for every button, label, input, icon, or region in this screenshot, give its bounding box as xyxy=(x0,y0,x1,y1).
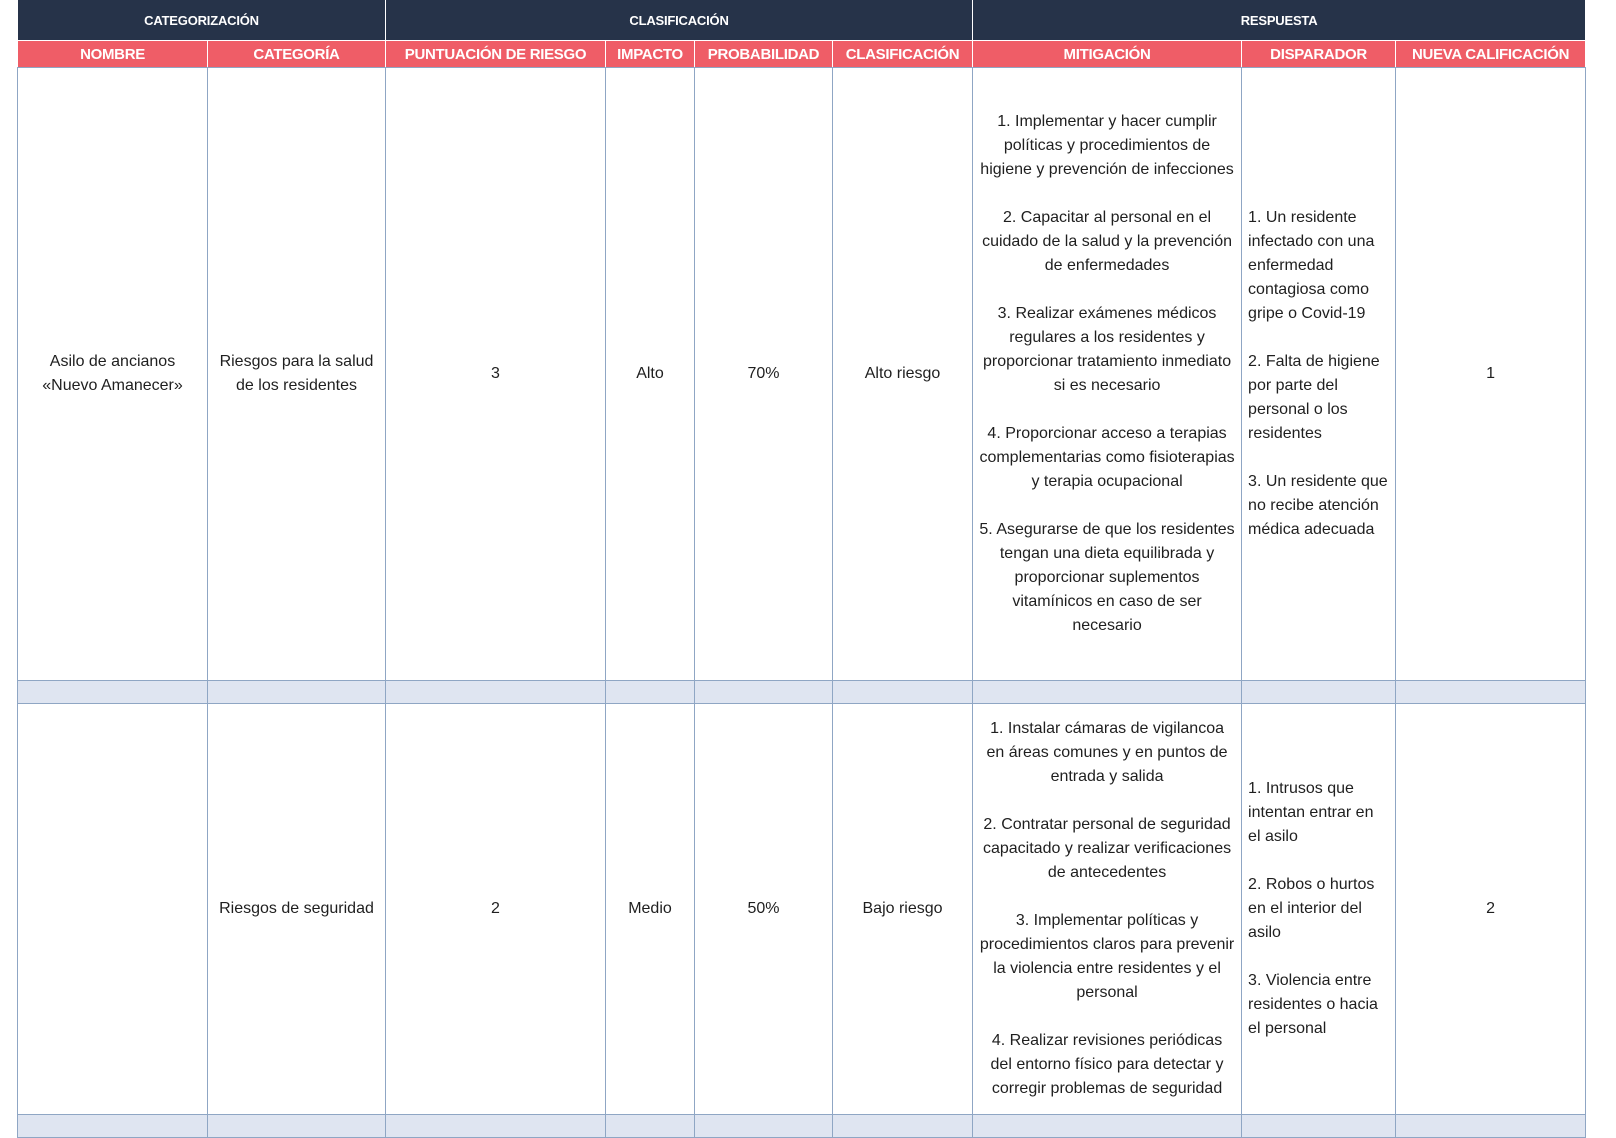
cell-mitigacion[interactable] xyxy=(973,68,1242,681)
mitigation-list xyxy=(979,717,1235,1101)
col-probabilidad[interactable]: PROBABILIDAD xyxy=(695,41,833,68)
cell-puntuacion[interactable]: 3 xyxy=(386,68,606,681)
table-row xyxy=(18,68,1586,681)
column-header-row xyxy=(18,41,1586,68)
mitigation-item: 4. Proporcionar acceso a terapias complementarias como fisioterapias y terapia ocupacional xyxy=(979,425,1235,490)
risk-register-sheet xyxy=(17,0,1585,1138)
mitigation-item: 1. Instalar cámaras de vigilancoa en áreas comunes y en puntos de entrada y salida xyxy=(986,720,1228,785)
cell-probabilidad[interactable]: 70% xyxy=(695,68,833,681)
trigger-item: 3. Violencia entre residentes o hacia el personal xyxy=(1248,972,1378,1037)
mitigation-item: 2. Contratar personal de seguridad capacitado y realizar verificaciones de antecedentes xyxy=(982,816,1232,881)
mitigation-list xyxy=(979,110,1235,638)
group-categorizacion: CATEGORIZACIÓN xyxy=(18,0,386,41)
mitigation-item: 5. Asegurarse de que los residentes tengan una dieta equilibrada y proporcionar suplementos vitamínicos en caso de ser necesario xyxy=(979,521,1235,634)
group-header-row xyxy=(18,0,1586,41)
table-row xyxy=(18,704,1586,1115)
cell-disparador[interactable] xyxy=(1242,68,1396,681)
trigger-item: 1. Intrusos que intentan entrar en el asilo xyxy=(1248,780,1374,845)
cell-disparador[interactable] xyxy=(1242,704,1396,1115)
cell-probabilidad[interactable]: 50% xyxy=(695,704,833,1115)
mitigation-item: 1. Implementar y hacer cumplir políticas y procedimientos de higiene y prevención de infecciones xyxy=(980,113,1234,178)
cell-impacto[interactable]: Alto xyxy=(606,68,695,681)
col-clasificacion[interactable]: CLASIFICACIÓN xyxy=(833,41,973,68)
col-disparador[interactable]: DISPARADOR xyxy=(1242,41,1396,68)
mitigation-item: 4. Realizar revisiones periódicas del entorno físico para detectar y corregir problemas de seguridad xyxy=(990,1032,1224,1097)
spacer-row xyxy=(18,1115,1586,1138)
cell-clasificacion[interactable]: Bajo riesgo xyxy=(833,704,973,1115)
trigger-list xyxy=(1248,206,1389,542)
col-impacto[interactable]: IMPACTO xyxy=(606,41,695,68)
trigger-item: 2. Robos o hurtos en el interior del asilo xyxy=(1248,876,1375,941)
col-puntuacion[interactable]: PUNTUACIÓN DE RIESGO xyxy=(386,41,606,68)
col-categoria[interactable]: CATEGORÍA xyxy=(208,41,386,68)
spacer-row xyxy=(18,681,1586,704)
cell-nueva-calificacion[interactable]: 2 xyxy=(1396,704,1586,1115)
trigger-item: 2. Falta de higiene por parte del personal o los residentes xyxy=(1248,353,1380,442)
col-mitigacion[interactable]: MITIGACIÓN xyxy=(973,41,1242,68)
cell-impacto[interactable]: Medio xyxy=(606,704,695,1115)
trigger-list xyxy=(1248,777,1389,1041)
mitigation-item: 2. Capacitar al personal en el cuidado de la salud y la prevención de enfermedades xyxy=(982,209,1233,274)
cell-nombre[interactable] xyxy=(18,704,208,1115)
col-nombre[interactable]: NOMBRE xyxy=(18,41,208,68)
cell-clasificacion[interactable]: Alto riesgo xyxy=(833,68,973,681)
mitigation-item: 3. Realizar exámenes médicos regulares a los residentes y proporcionar tratamiento inmediato si es necesario xyxy=(982,305,1232,394)
mitigation-item: 3. Implementar políticas y procedimientos claros para prevenir la violencia entre residentes y el personal xyxy=(979,912,1235,1001)
risk-table xyxy=(17,0,1586,1138)
col-nueva-calificacion[interactable]: NUEVA CALIFICACIÓN xyxy=(1396,41,1586,68)
cell-categoria[interactable]: Riesgos de seguridad xyxy=(208,704,386,1115)
cell-nombre[interactable]: Asilo de ancianos «Nuevo Amanecer» xyxy=(18,68,208,681)
cell-categoria[interactable]: Riesgos para la salud de los residentes xyxy=(208,68,386,681)
trigger-item: 1. Un residente infectado con una enfermedad contagiosa como gripe o Covid-19 xyxy=(1248,209,1375,322)
trigger-item: 3. Un residente que no recibe atención médica adecuada xyxy=(1248,473,1388,538)
cell-nueva-calificacion[interactable]: 1 xyxy=(1396,68,1586,681)
cell-mitigacion[interactable] xyxy=(973,704,1242,1115)
group-respuesta: RESPUESTA xyxy=(973,0,1586,41)
group-clasificacion: CLASIFICACIÓN xyxy=(386,0,973,41)
cell-puntuacion[interactable]: 2 xyxy=(386,704,606,1115)
